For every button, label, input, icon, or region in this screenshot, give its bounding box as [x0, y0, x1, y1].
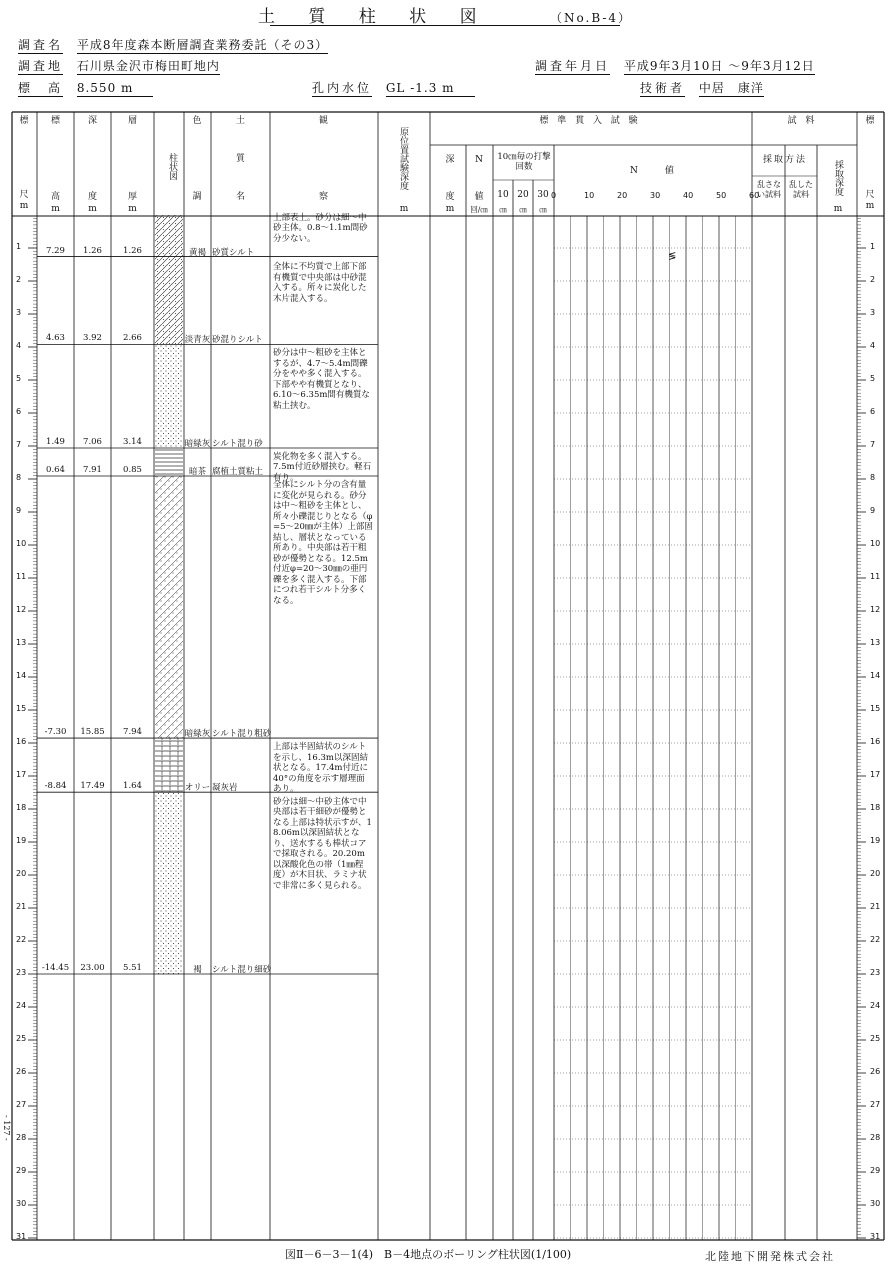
- layer-soil-name: シルト混り粗砂: [212, 729, 272, 740]
- hdr-scale: 標: [19, 116, 29, 126]
- n-scale-label: 10: [584, 191, 595, 200]
- depth-tick-right: 6: [870, 407, 876, 416]
- hdr-spt-n-b: 値: [474, 192, 484, 202]
- hdr-observe-b: 察: [318, 192, 328, 202]
- hdr-spt-n: N: [475, 155, 483, 165]
- depth-tick-left: 9: [16, 506, 22, 515]
- company-name: 北陸地下開発株式会社: [705, 1250, 835, 1263]
- depth-tick-right: 16: [870, 737, 881, 746]
- hdr-spt-cm-3: ㎝: [539, 205, 547, 214]
- layer-thickness: 7.94: [123, 727, 142, 738]
- hdr-color-b: 調: [192, 192, 202, 202]
- depth-tick-left: 1: [16, 242, 22, 251]
- hdr-n-value: N 値: [630, 166, 674, 176]
- depth-tick-right: 29: [870, 1166, 881, 1175]
- boring-number: （No.B-4）: [549, 11, 633, 25]
- depth-tick-left: 25: [16, 1034, 27, 1043]
- hdr-sample-disturbed: 乱した試料: [789, 180, 813, 199]
- layer-thickness: 5.51: [123, 963, 142, 973]
- depth-tick-left: 27: [16, 1100, 27, 1109]
- depth-tick-right: 13: [870, 638, 881, 647]
- layer-depth: 3.92: [83, 333, 102, 344]
- hdr-spt-depth-unit: m: [445, 204, 455, 214]
- depth-tick-right: 5: [870, 374, 876, 383]
- layer-color: 暗緑灰: [184, 729, 211, 740]
- date-value: 平成9年3月10日 ～9年3月12日: [623, 59, 815, 73]
- elevation-value: 8.550 m: [77, 81, 154, 97]
- hdr-soil: 土: [235, 116, 245, 126]
- location-label: 調査地: [18, 59, 64, 73]
- depth-tick-left: 15: [16, 704, 27, 713]
- depth-tick-right: 17: [870, 770, 881, 779]
- depth-tick-right: 31: [870, 1232, 881, 1241]
- layer-depth: 7.06: [83, 436, 102, 447]
- hdr-spt: 標 準 貫 入 試 験: [539, 116, 641, 126]
- depth-tick-right: 28: [870, 1133, 881, 1142]
- hdr-elev-b: 高: [50, 192, 60, 202]
- survey-name-value: 平成8年度森本断層調査業務委託（その3）: [76, 38, 329, 52]
- depth-tick-left: 16: [16, 737, 27, 746]
- column-layer-pattern: [155, 448, 183, 476]
- layer-soil-name: 腐植土質粘土: [212, 467, 264, 478]
- depth-tick-right: 2: [870, 275, 876, 284]
- depth-tick-left: 19: [16, 836, 27, 845]
- depth-tick-left: 10: [16, 539, 27, 548]
- hdr-thick-unit: m: [128, 204, 137, 214]
- hdr-depth-b: 度: [87, 192, 97, 202]
- hdr-column: 柱状図: [167, 152, 177, 180]
- layer-depth: 1.26: [83, 245, 102, 256]
- layer-elevation: 0.64: [46, 465, 65, 476]
- water-level-value: GL -1.3 m: [386, 81, 475, 97]
- hdr-spt-n-unit: 回/㎝: [470, 205, 488, 214]
- layer-depth: 7.91: [83, 465, 102, 476]
- depth-tick-right: 22: [870, 935, 881, 944]
- depth-tick-left: 20: [16, 869, 27, 878]
- n-scale-label: 20: [617, 191, 628, 200]
- depth-tick-left: 24: [16, 1001, 27, 1010]
- depth-tick-right: 15: [870, 704, 881, 713]
- layer-soil-name: シルト混り細砂: [212, 965, 272, 975]
- column-layer-pattern: [155, 257, 183, 345]
- observation-text: 炭化物を多く混入する。7.5m付近砂層挟む。軽石有り。: [273, 451, 372, 483]
- layer-soil-name: 凝灰岩: [212, 783, 238, 794]
- hdr-observe: 観: [318, 116, 328, 126]
- hdr-soil-b: 質: [235, 154, 245, 164]
- depth-tick-right: 21: [870, 902, 881, 911]
- depth-tick-left: 30: [16, 1199, 27, 1208]
- depth-tick-left: 3: [16, 308, 22, 317]
- layer-soil-name: 砂混りシルト: [212, 335, 263, 346]
- observation-text: 上部は半固結状のシルトを示し、16.3m以深固結状となる。17.4m付近に40°の角度を示す層理面あり。: [273, 742, 368, 795]
- layer-thickness: 2.66: [123, 333, 142, 344]
- depth-tick-right: 3: [870, 308, 876, 317]
- hdr-spt-blows: 10㎝毎の打撃回数: [497, 152, 551, 172]
- layer-elevation: 1.49: [46, 436, 65, 447]
- depth-tick-right: 4: [870, 341, 876, 350]
- depth-tick-right: 30: [870, 1199, 881, 1208]
- layer-color: オリー: [184, 783, 211, 794]
- hdr-spt-cm-2: ㎝: [519, 205, 527, 214]
- figure-caption: 図Ⅱ－6－3－1(4) B－4地点のボーリング柱状図(1/100): [285, 1248, 572, 1261]
- n-scale-label: 40: [683, 191, 694, 200]
- hdr-spt-30: 30: [537, 190, 549, 200]
- elevation-label: 標 高: [18, 81, 64, 95]
- depth-tick-left: 8: [16, 473, 22, 482]
- hdr-spt-depth-b: 度: [445, 192, 455, 202]
- layer-color: 黄褐: [188, 247, 206, 258]
- observation-text: 全体に不均質で上部下部有機質で中央部は中砂混入する。所々に炭化した木片混入する。: [273, 262, 367, 304]
- hdr-depth: 深: [87, 116, 97, 126]
- column-layer-pattern: [155, 215, 183, 257]
- hdr-spt-10: 10: [497, 190, 509, 200]
- hdr-orig-unit: m: [399, 204, 409, 214]
- title-text: 土 質 柱 状 図: [257, 7, 491, 27]
- layer-thickness: 1.26: [123, 245, 142, 256]
- hdr-sample-undisturbed: 乱さない試料: [757, 180, 781, 199]
- hdr-spt-cm-1: ㎝: [499, 205, 507, 214]
- depth-tick-left: 29: [16, 1166, 27, 1175]
- depth-tick-left: 4: [16, 341, 22, 350]
- layer-elevation: 7.29: [46, 245, 65, 256]
- hdr-sample-depth: 採取深度: [833, 160, 843, 196]
- layer-thickness: 3.14: [123, 436, 142, 447]
- layer-elevation: 4.63: [46, 333, 65, 344]
- depth-tick-right: 24: [870, 1001, 881, 1010]
- hdr-sample: 試 料: [787, 116, 815, 126]
- layer-elevation: -7.30: [44, 727, 67, 738]
- n-scale-label: 0: [551, 191, 557, 200]
- engineer-value: 中居 康洋: [698, 81, 764, 95]
- hdr-elev: 標: [50, 116, 60, 126]
- depth-tick-right: 14: [870, 671, 881, 680]
- depth-tick-left: 21: [16, 902, 27, 911]
- hdr-sample-depth-unit: m: [833, 204, 843, 214]
- depth-tick-right: 11: [870, 572, 881, 581]
- hdr-soil-c: 名: [235, 192, 245, 202]
- depth-tick-left: 18: [16, 803, 27, 812]
- layer-color: 暗緑灰: [184, 438, 211, 449]
- depth-tick-left: 22: [16, 935, 27, 944]
- observation-text: 全体にシルト分の含有量に変化が見られる。砂分は中～粗砂を主体とし、所々小礫混じりとなる（φ=5～20㎜が主体）上部固結し、層状となっている所あり。中央部は若干粗砂が優勢となる。12.5m付近φ=20～30㎜の亜円礫を多く混入する。下部につれ若干シルト分多くなる。: [273, 480, 373, 606]
- depth-tick-left: 14: [16, 671, 27, 680]
- depth-tick-left: 11: [16, 572, 27, 581]
- hdr-spt-depth: 深: [445, 155, 455, 165]
- hdr-thick: 層: [127, 116, 137, 126]
- layer-soil-name: シルト混り砂: [212, 438, 263, 449]
- n-scale-label: 50: [716, 191, 727, 200]
- hdr-spt-20: 20: [517, 190, 529, 200]
- depth-tick-left: 17: [16, 770, 27, 779]
- depth-tick-right: 9: [870, 506, 876, 515]
- depth-tick-left: 2: [16, 275, 22, 284]
- page-number: - 127 -: [2, 1115, 11, 1141]
- layer-color: 暗茶: [188, 467, 206, 478]
- hdr-color: 色: [192, 116, 202, 126]
- depth-tick-left: 5: [16, 374, 22, 383]
- hdr-right-scale-unit: 尺 m: [865, 190, 875, 211]
- water-level-label: 孔内水位: [312, 81, 373, 95]
- hdr-depth-unit: m: [88, 204, 97, 214]
- n-scale-label: 60: [749, 191, 760, 200]
- observation-text: 砂分は中～粗砂を主体とするが、4.7～5.4m間礫分をやや多く混入する。下部やや有機質となり、6.10～6.35m間有機質な粘土挟む。: [273, 348, 370, 411]
- hdr-orig-depth: 原位置試験深度: [398, 126, 408, 190]
- depth-tick-right: 27: [870, 1100, 881, 1109]
- layer-thickness: 0.85: [123, 465, 142, 476]
- depth-tick-right: 7: [870, 440, 876, 449]
- n-value-mark: ≶: [668, 251, 677, 262]
- layer-depth: 15.85: [80, 727, 105, 738]
- layer-thickness: 1.64: [123, 781, 142, 792]
- layer-color: 淡青灰: [184, 335, 211, 346]
- date-label: 調査年月日: [535, 59, 611, 73]
- depth-tick-right: 20: [870, 869, 881, 878]
- depth-tick-right: 19: [870, 836, 881, 845]
- depth-tick-right: 1: [870, 242, 876, 251]
- survey-name-label: 調査名: [18, 38, 64, 52]
- layer-depth: 23.00: [80, 963, 105, 973]
- hdr-scale-unit: 尺 m: [19, 190, 29, 211]
- depth-tick-right: 25: [870, 1034, 881, 1043]
- depth-tick-right: 10: [870, 539, 881, 548]
- depth-tick-right: 8: [870, 473, 876, 482]
- observation-text: 上部表土。砂分は細～中砂主体。0.8～1.1m間砂分少ない。: [273, 212, 368, 244]
- n-scale-label: 30: [650, 191, 661, 200]
- depth-tick-left: 6: [16, 407, 22, 416]
- hdr-thick-b: 厚: [127, 192, 137, 202]
- depth-tick-left: 7: [16, 440, 22, 449]
- layer-soil-name: 砂質シルト: [212, 247, 255, 258]
- depth-tick-right: 12: [870, 605, 881, 614]
- depth-tick-left: 31: [16, 1232, 27, 1241]
- hdr-right-scale: 標: [865, 116, 875, 126]
- layer-color: 褐: [193, 965, 202, 975]
- layer-elevation: -8.84: [44, 781, 67, 792]
- depth-tick-left: 23: [16, 968, 27, 977]
- column-layer-pattern: [155, 344, 183, 448]
- hdr-elev-unit: m: [51, 204, 60, 214]
- depth-tick-right: 23: [870, 968, 881, 977]
- column-layer-pattern: [155, 792, 183, 974]
- column-layer-pattern: [155, 738, 183, 792]
- engineer-label: 技術者: [640, 81, 686, 95]
- depth-tick-left: 26: [16, 1067, 27, 1076]
- hdr-sample-method: 採取方法: [762, 155, 807, 165]
- layer-depth: 17.49: [80, 781, 105, 792]
- depth-tick-right: 26: [870, 1067, 881, 1076]
- location-value: 石川県金沢市梅田町地内: [76, 59, 220, 73]
- depth-tick-left: 13: [16, 638, 27, 647]
- column-layer-pattern: [155, 476, 183, 738]
- depth-tick-left: 12: [16, 605, 27, 614]
- observation-text: 砂分は細～中砂主体で中央部は若干細砂が優勢となる上部は特状示すが、18.06m以深固結状となり、送水するも棒状コアで採取される。20.20m以深酸化色の帯（1㎜程度）が木目状、ラミナ状で非常に多く見られる。: [273, 796, 372, 891]
- layer-elevation: -14.45: [41, 963, 70, 973]
- depth-tick-right: 18: [870, 803, 881, 812]
- depth-tick-left: 28: [16, 1133, 27, 1142]
